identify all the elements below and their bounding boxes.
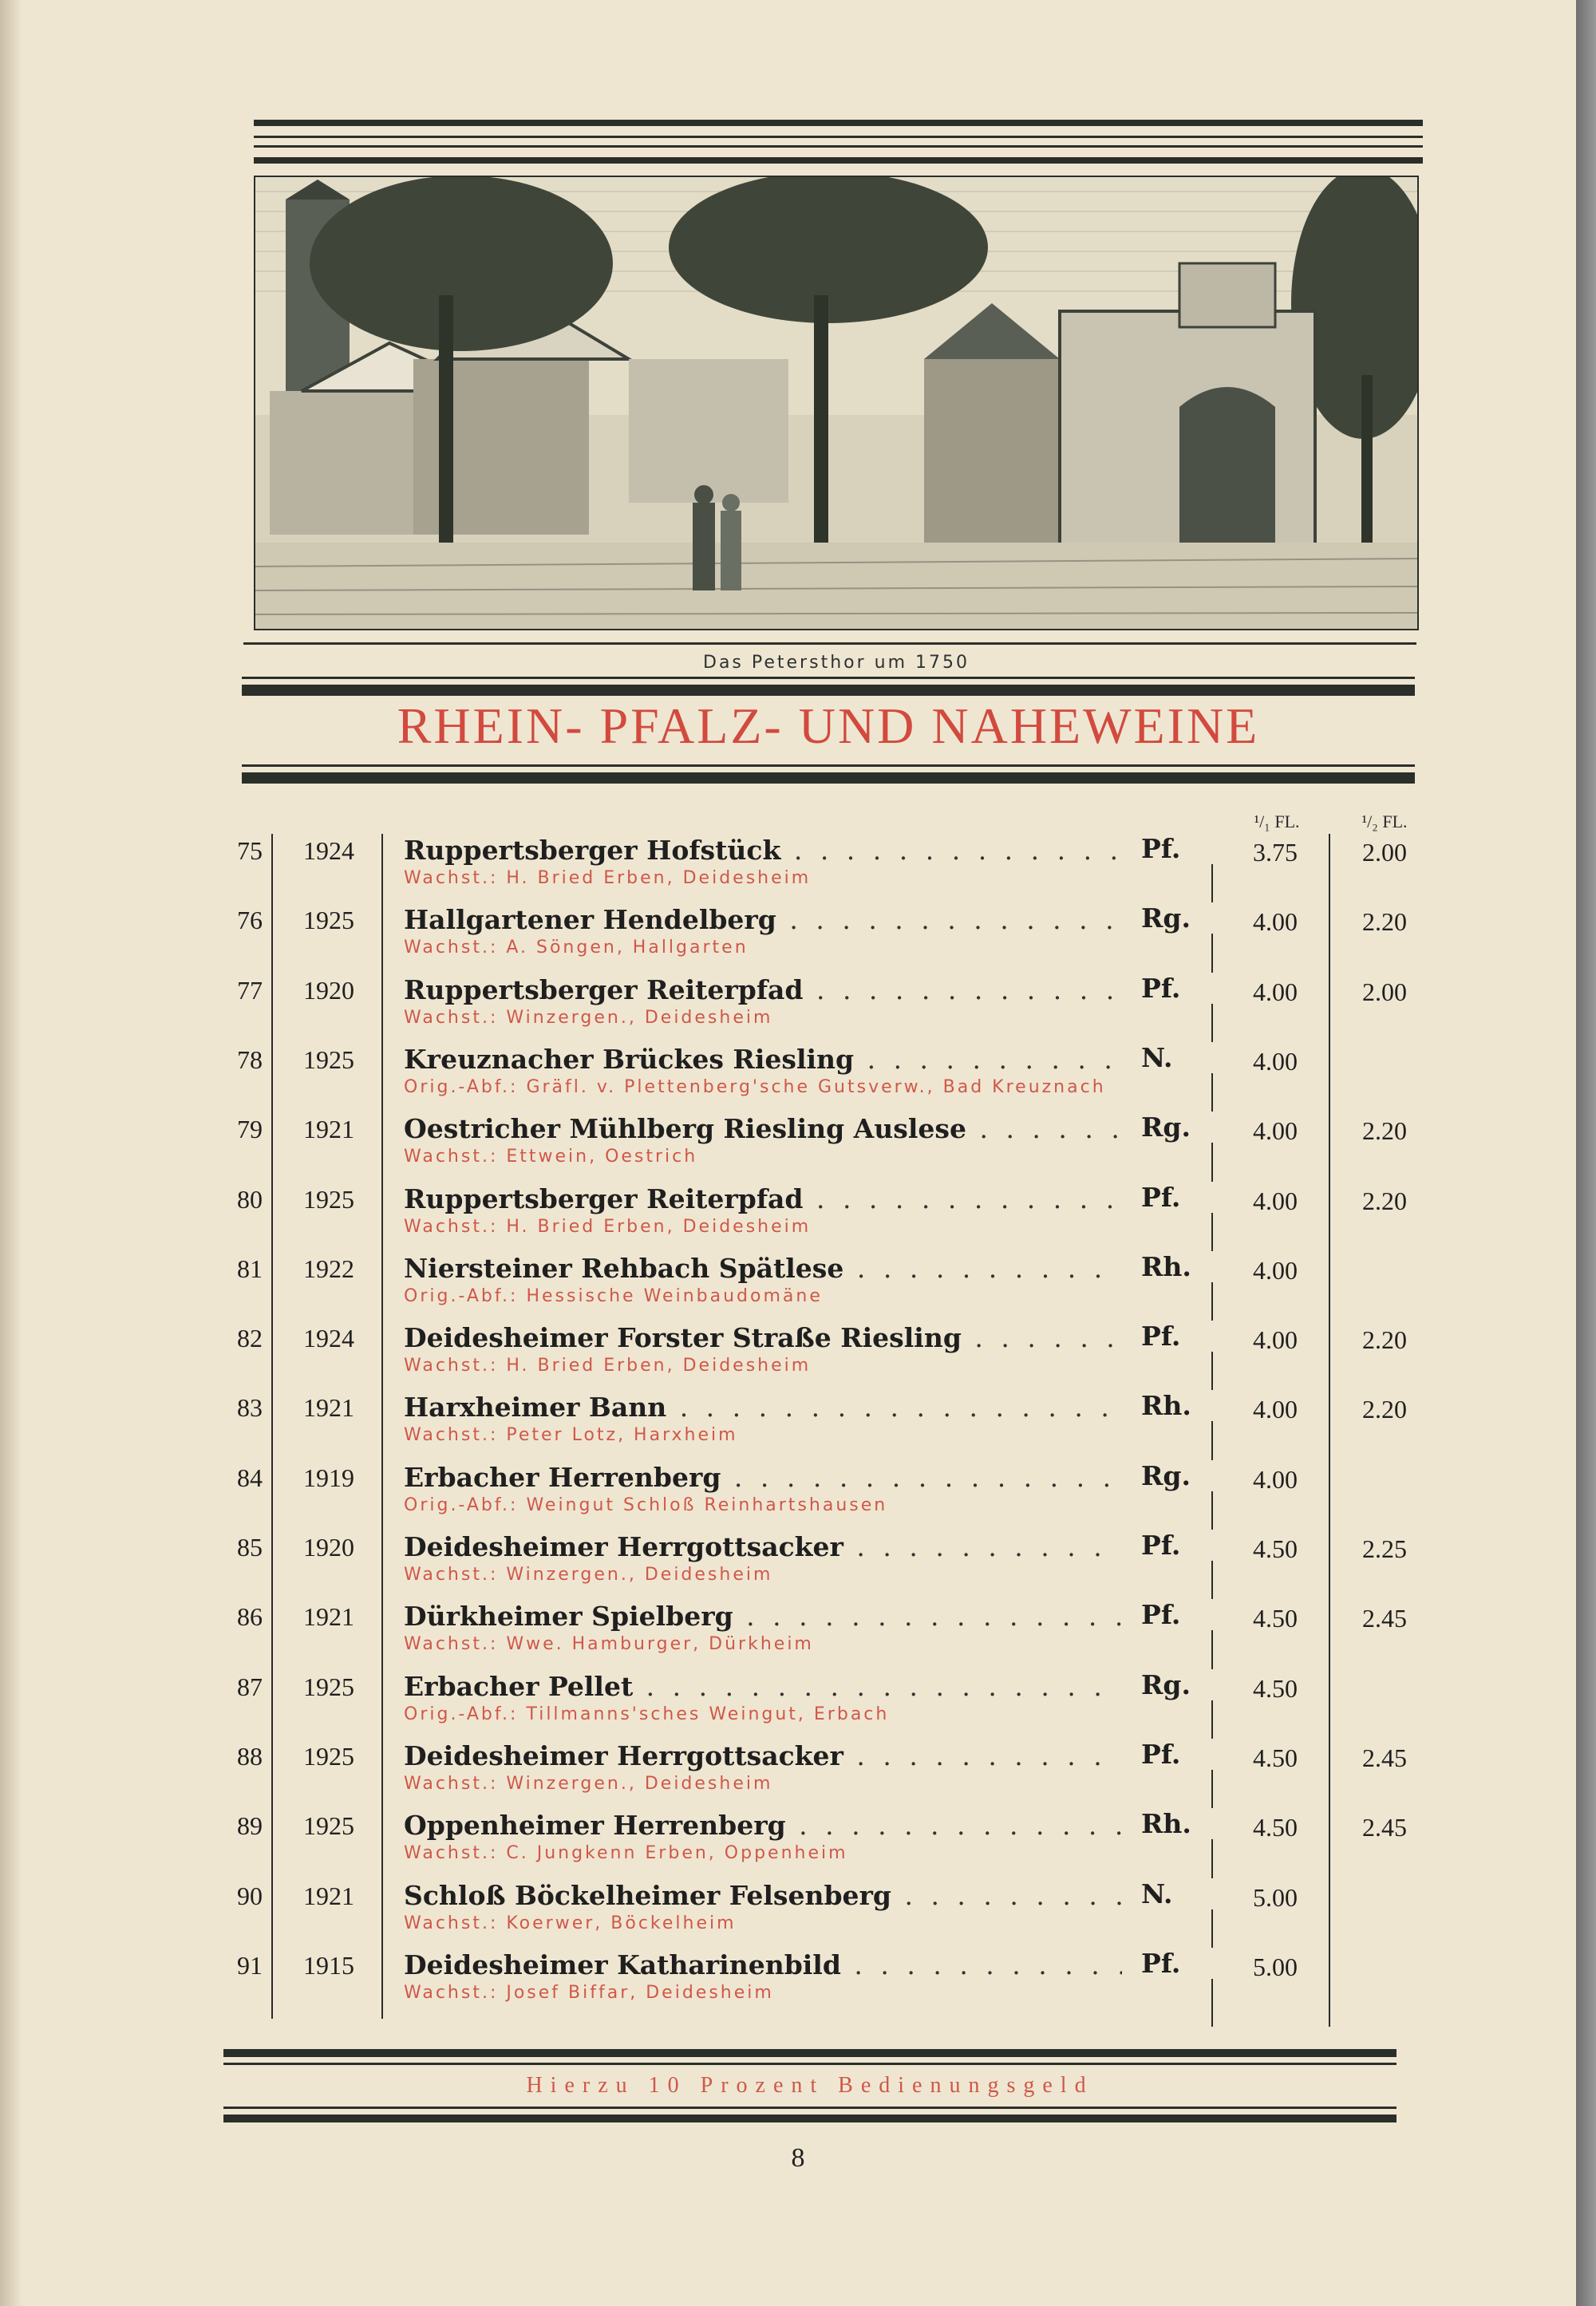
wine-region: Rh.: [1132, 1251, 1221, 1282]
wine-row: [0, 1947, 1576, 2021]
wine-number: 75: [237, 836, 263, 865]
price-half-bottle: 2.00: [1362, 977, 1407, 1006]
wine-region: N.: [1132, 1042, 1221, 1073]
price-full-bottle: 4.50: [1253, 1813, 1298, 1842]
wine-name: Ruppertsberger Hofstück . . .: [404, 835, 1122, 866]
wine-grower: Orig.-Abf.: Hessische Weinbaudomäne: [404, 1285, 823, 1306]
wine-name: Niersteiner Rehbach Spätlese . . .: [404, 1253, 1122, 1284]
wine-region: Rh.: [1132, 1808, 1221, 1839]
wine-vintage: 1925: [303, 906, 354, 935]
wine-row: [0, 1112, 1576, 1185]
wine-vintage: 1920: [303, 975, 354, 1005]
price-half-bottle: 2.20: [1362, 1116, 1407, 1146]
wine-vintage: 1925: [303, 1741, 354, 1771]
wine-vintage: 1924: [303, 836, 354, 865]
wine-row: [0, 1738, 1576, 1812]
wine-number: 86: [237, 1602, 263, 1632]
price-full-bottle: 4.00: [1253, 1186, 1298, 1215]
price-full-bottle: 4.00: [1253, 1464, 1298, 1494]
wine-grower: Wachst.: Peter Lotz, Harxheim: [404, 1425, 738, 1446]
price-full-bottle: 4.50: [1253, 1534, 1298, 1563]
wine-vintage: 1925: [303, 1672, 354, 1701]
wine-number: 80: [237, 1184, 263, 1214]
wine-name: Deidesheimer Forster Straße Riesling . . .: [404, 1322, 1122, 1353]
wine-region: Rh.: [1132, 1390, 1221, 1421]
wine-grower: Wachst.: Winzergen., Deidesheim: [404, 1565, 773, 1585]
wine-vintage: 1920: [303, 1533, 354, 1562]
wine-number: 88: [237, 1741, 263, 1771]
price-full-bottle: 4.00: [1253, 1046, 1298, 1076]
wine-grower: Wachst.: Ettwein, Oestrich: [404, 1147, 698, 1167]
wine-name: Hallgartener Hendelberg . . .: [404, 904, 1122, 935]
wine-number: 91: [237, 1950, 263, 1980]
price-full-bottle: 4.00: [1253, 1255, 1298, 1285]
price-full-bottle: 4.50: [1253, 1673, 1298, 1703]
wine-number: 89: [237, 1811, 263, 1841]
wine-row: [0, 833, 1576, 906]
caption-rule-top: [243, 642, 1416, 645]
wine-grower: Wachst.: Wwe. Hamburger, Dürkheim: [404, 1634, 814, 1655]
wine-region: Pf.: [1132, 1182, 1221, 1213]
wine-region: Pf.: [1132, 1599, 1221, 1630]
wine-row: [0, 1181, 1576, 1255]
wine-number: 81: [237, 1254, 263, 1283]
wine-name: Harxheimer Bann . . .: [404, 1392, 1122, 1423]
wine-number: 87: [237, 1672, 263, 1701]
footer-rule-bottom-thin: [223, 2107, 1396, 2109]
title-rule-bottom-thick: [242, 772, 1415, 784]
footer-rule-top-thin: [223, 2063, 1396, 2065]
wine-grower: Wachst.: Josef Biffar, Deidesheim: [404, 1982, 774, 2003]
wine-grower: Wachst.: Winzergen., Deidesheim: [404, 1007, 773, 1028]
wine-name: Dürkheimer Spielberg . . .: [404, 1601, 1122, 1632]
page-number: 8: [791, 2143, 805, 2173]
wine-region: Rg.: [1132, 902, 1221, 934]
service-charge-note: Hierzu 10 Prozent Bedienungsgeld: [526, 2073, 1094, 2098]
wine-grower: Wachst.: Koerwer, Böckelheim: [404, 1913, 737, 1933]
wine-grower: Wachst.: A. Söngen, Hallgarten: [404, 938, 749, 958]
wine-row: [0, 1041, 1576, 1115]
wine-row: [0, 1321, 1576, 1394]
wine-number: 78: [237, 1044, 263, 1074]
wine-region: Pf.: [1132, 833, 1221, 864]
wine-vintage: 1921: [303, 1881, 354, 1910]
title-rule-top-thin: [242, 677, 1415, 679]
wine-region: Pf.: [1132, 973, 1221, 1004]
wine-number: 77: [237, 975, 263, 1005]
wine-row: [0, 1459, 1576, 1534]
wine-region: Pf.: [1132, 1948, 1221, 1979]
price-half-bottle: 2.00: [1362, 838, 1407, 867]
wine-grower: Wachst.: Winzergen., Deidesheim: [404, 1773, 773, 1794]
wine-name: Ruppertsberger Reiterpfad . . .: [404, 974, 1122, 1005]
wine-name: Oppenheimer Herrenberg . . .: [404, 1810, 1122, 1841]
price-half-bottle: 2.20: [1362, 1395, 1407, 1424]
wine-name: Deidesheimer Katharinenbild . . .: [404, 1949, 1122, 1980]
wine-region: Rg.: [1132, 1669, 1221, 1700]
wine-region: Pf.: [1132, 1321, 1221, 1352]
wine-grower: Wachst.: C. Jungkenn Erben, Oppenheim: [404, 1843, 848, 1864]
title-rule-top-thick: [242, 685, 1415, 696]
price-full-bottle: 4.00: [1253, 1325, 1298, 1355]
price-half-bottle: 2.20: [1362, 1325, 1407, 1355]
illustration-caption: Das Petersthor um 1750: [703, 653, 970, 673]
wine-vintage: 1921: [303, 1393, 354, 1423]
wine-name: Kreuznacher Brückes Riesling . . .: [404, 1044, 1122, 1075]
wine-vintage: 1921: [303, 1602, 354, 1632]
wine-vintage: 1921: [303, 1115, 354, 1144]
wine-vintage: 1925: [303, 1811, 354, 1841]
wine-region: Rg.: [1132, 1112, 1221, 1143]
price-half-bottle: 2.20: [1362, 1186, 1407, 1215]
wine-region: Pf.: [1132, 1739, 1221, 1770]
wine-name: Schloß Böckelheimer Felsenberg . . .: [404, 1880, 1122, 1911]
wine-vintage: 1922: [303, 1254, 354, 1283]
wine-region: Rg.: [1132, 1460, 1221, 1491]
price-full-bottle: 5.00: [1253, 1882, 1298, 1912]
title-rule-bottom-thin: [242, 764, 1415, 767]
column-header-half-bottle: ¹/₂ FL.: [1361, 811, 1408, 831]
price-half-bottle: 2.45: [1362, 1604, 1407, 1633]
price-full-bottle: 4.50: [1253, 1743, 1298, 1772]
price-full-bottle: 4.50: [1253, 1604, 1298, 1633]
top-rule-thick: [254, 120, 1423, 126]
footer-rule-bottom-thick: [223, 2114, 1396, 2122]
price-full-bottle: 5.00: [1253, 1952, 1298, 1981]
wine-name: Oestricher Mühlberg Riesling Auslese . . .: [404, 1113, 1122, 1144]
wine-row: [0, 902, 1576, 976]
wine-vintage: 1925: [303, 1184, 354, 1214]
price-half-bottle: 2.45: [1362, 1813, 1407, 1842]
wine-grower: Wachst.: H. Bried Erben, Deidesheim: [404, 868, 812, 888]
wine-number: 90: [237, 1881, 263, 1910]
wine-row: [0, 972, 1576, 1046]
price-half-bottle: 2.45: [1362, 1743, 1407, 1772]
wine-grower: Orig.-Abf.: Tillmanns'sches Weingut, Erbach: [404, 1704, 890, 1724]
wine-number: 82: [237, 1324, 263, 1353]
wine-name: Erbacher Herrenberg . . .: [404, 1462, 1122, 1493]
wine-grower: Wachst.: H. Bried Erben, Deidesheim: [404, 1356, 812, 1376]
wine-grower: Orig.-Abf.: Weingut Schloß Reinhartshausen: [404, 1495, 888, 1515]
price-full-bottle: 4.00: [1253, 907, 1298, 937]
wine-number: 84: [237, 1463, 263, 1492]
wine-row: [0, 1390, 1576, 1463]
wine-name: Deidesheimer Herrgottsacker . . .: [404, 1740, 1122, 1771]
wine-vintage: 1925: [303, 1044, 354, 1074]
top-rule-thick-2: [254, 157, 1423, 164]
price-half-bottle: 2.25: [1362, 1534, 1407, 1563]
price-half-bottle: 2.20: [1362, 907, 1407, 937]
section-title: RHEIN- PFALZ- UND NAHEWEINE: [397, 697, 1260, 754]
price-full-bottle: 4.00: [1253, 1116, 1298, 1146]
wine-number: 79: [237, 1115, 263, 1144]
wine-row: [0, 1668, 1576, 1743]
price-full-bottle: 4.00: [1253, 977, 1298, 1006]
wine-number: 85: [237, 1533, 263, 1562]
wine-row: [0, 1878, 1576, 1952]
wine-row: [0, 1808, 1576, 1882]
wine-name: Deidesheimer Herrgottsacker . . .: [404, 1531, 1122, 1562]
wine-vintage: 1919: [303, 1463, 354, 1492]
column-header-full-bottle: ¹/₁ FL.: [1254, 811, 1300, 831]
facing-page-shadow: [1576, 0, 1596, 2306]
top-rule-thin: [254, 136, 1423, 138]
wine-name: Ruppertsberger Reiterpfad . . .: [404, 1183, 1122, 1214]
wine-vintage: 1924: [303, 1324, 354, 1353]
wine-region: Pf.: [1132, 1530, 1221, 1561]
wine-number: 76: [237, 906, 263, 935]
wine-grower: Wachst.: H. Bried Erben, Deidesheim: [404, 1216, 812, 1237]
top-rule-thin-2: [254, 145, 1423, 148]
wine-grower: Orig.-Abf.: Gräfl. v. Plettenberg'sche Gutsverw., Bad Kreuznach: [404, 1076, 1106, 1097]
footer-rule-top-thick: [223, 2049, 1396, 2057]
wine-row: [0, 1530, 1576, 1603]
wine-row: [0, 1250, 1576, 1325]
wine-region: N.: [1132, 1878, 1221, 1909]
wine-row: [0, 1599, 1576, 1672]
wine-number: 83: [237, 1393, 263, 1423]
price-full-bottle: 4.00: [1253, 1395, 1298, 1424]
petersthor-illustration: [254, 176, 1419, 630]
price-full-bottle: 3.75: [1253, 838, 1298, 867]
wine-name: Erbacher Pellet . . .: [404, 1671, 1122, 1702]
wine-vintage: 1915: [303, 1950, 354, 1980]
